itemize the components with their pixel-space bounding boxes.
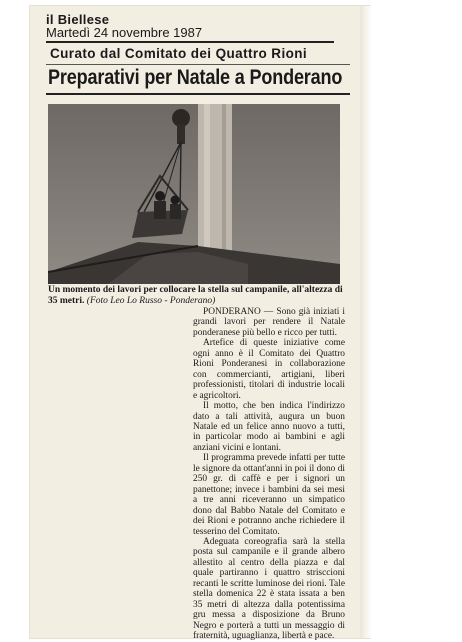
header-rule <box>46 41 334 43</box>
photo-caption-block <box>48 285 348 307</box>
article-headline: Preparativi per Natale a Ponderano <box>48 66 343 89</box>
article-paragraph: Il programma prevede infatti per tutte le signore da ottant'anni in poi il dono di 250 gr. di caffè e per i signori un panettone; invece i bambini da sei mesi a tre anni riceveranno un simpatico dono dal Babbo Natale del Comitato e dei Rioni e potranno anche richiedere il tesserino del Comitato. <box>193 453 345 537</box>
article-paragraph: Il motto, che ben indica l'indirizzo dato a tali attività, augura un buon Natale ed un felice anno nuovo a tutti, in particolar modo ai bambini e agli anziani vicini e lontani. <box>193 401 345 453</box>
article-paragraph: Adeguata coreografia sarà la stella posta sul campanile e il grande albero allestito al centro della piazza e dal quale partiranno i quattro strisccioni recanti le scritte luminose dei rioni. Tale stella domenica 22 è stata issata a ben 35 metri di altezza dalla potentissima gru messa a disposizione da Bruno Negro e porterà a tutti un messaggio di fraternità, uguaglianza, libertà e pace. <box>193 536 345 642</box>
kicker-rule <box>46 64 350 65</box>
photo-credit: (Foto Leo Lo Russo - Ponderano) <box>86 296 216 306</box>
article-body <box>193 307 345 642</box>
article-photo <box>48 104 340 284</box>
photo-caption: Un momento dei lavori per collocare la stella sul campanile, all'altezza di 35 metri. <box>48 285 343 306</box>
newspaper-name: il Biellese <box>46 12 110 27</box>
article-paragraph: Artefice di queste iniziative come ogni anno è il Comitato dei Quattro Rioni Ponderanesi in collaborazione con commercianti, artigiani, liberi professionisti, titolari di industrie locali e agricoltori. <box>193 338 345 401</box>
article-kicker: Curato dal Comitato dei Quattro Rioni <box>50 46 308 61</box>
publication-date: Martedì 24 novembre 1987 <box>46 25 203 40</box>
article-paragraph: PONDERANO — Sono già iniziati i grandi lavori per rendere il Natale ponderanese più bello e ricco per tutti. <box>193 307 345 338</box>
headline-rule <box>46 93 350 95</box>
paper-edge-shadow <box>360 6 372 638</box>
